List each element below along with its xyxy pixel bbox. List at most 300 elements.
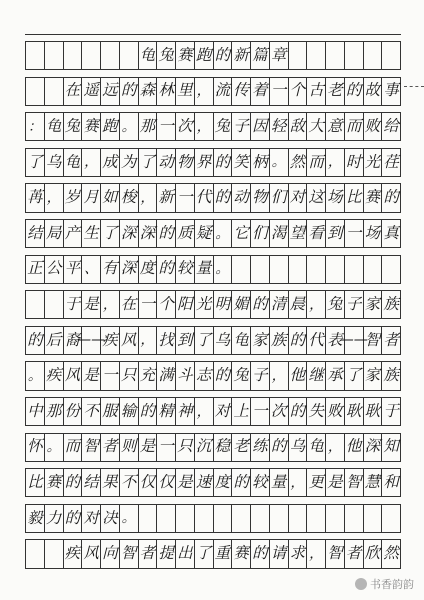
grid-cell: 乌	[45, 149, 64, 176]
grid-cell: 清	[270, 291, 289, 318]
grid-row	[25, 326, 401, 355]
grid-cell: 一	[176, 184, 195, 211]
grid-cell: 望	[289, 220, 308, 247]
grid-cell	[345, 505, 364, 532]
grid-cell: 子	[345, 291, 364, 318]
grid-row	[25, 183, 401, 212]
grid-cell: 风	[64, 362, 83, 389]
grid-cell: 赛	[82, 113, 101, 140]
grid-row	[25, 290, 401, 319]
grid-cell: 们	[270, 184, 289, 211]
grid-cell: 乌	[289, 434, 308, 461]
grid-cell: 疾	[64, 540, 83, 567]
grid-cell: 看	[307, 220, 326, 247]
grid-row	[25, 361, 401, 390]
grid-cell	[64, 42, 83, 69]
grid-cell: 的	[214, 149, 233, 176]
grid-cell: 界	[195, 149, 214, 176]
grid-cell: 毅	[26, 505, 45, 532]
grid-cell: 满	[157, 362, 176, 389]
grid-cell: 的	[64, 469, 83, 496]
grid-cell: 的	[289, 327, 308, 354]
grid-cell: 渴	[270, 220, 289, 247]
grid-cell: 智	[82, 434, 101, 461]
grid-cell: 度	[214, 469, 233, 496]
grid-cell: 新	[157, 184, 176, 211]
grid-cell: 沉	[195, 434, 214, 461]
grid-cell: 较	[176, 256, 195, 283]
grid-row	[25, 77, 401, 106]
grid-cell: 了	[139, 149, 158, 176]
grid-cell: 那	[45, 398, 64, 425]
grid-cell: 对	[289, 184, 308, 211]
grid-cell: 仅	[139, 469, 158, 496]
grid-cell: 次	[176, 113, 195, 140]
grid-cell: 代	[307, 327, 326, 354]
grid-cell: 量	[195, 256, 214, 283]
grid-cell: 的	[157, 256, 176, 283]
grid-cell: ，	[195, 78, 214, 105]
grid-cell: 一	[251, 398, 270, 425]
grid-cell	[289, 256, 308, 283]
grid-cell: 量	[270, 469, 289, 496]
grid-cell: ，	[195, 398, 214, 425]
grid-cell: 家	[364, 362, 383, 389]
grid-cell: 真	[382, 220, 401, 247]
grid-cell	[45, 540, 64, 567]
grid-cell: 耿	[345, 398, 364, 425]
grid-cell: 者	[382, 327, 401, 354]
grid-cell: 了	[26, 149, 45, 176]
grid-cell: ，	[307, 291, 326, 318]
grid-cell: 。	[120, 113, 139, 140]
grid-cell: 而	[64, 434, 83, 461]
grid-cell: 深	[139, 220, 158, 247]
grid-cell: 家	[251, 327, 270, 354]
grid-cell: 成	[101, 149, 120, 176]
grid-cell: 的	[251, 540, 270, 567]
grid-cell: 者	[139, 540, 158, 567]
grid-cell: 笑	[232, 149, 251, 176]
grid-cell: 场	[326, 184, 345, 211]
grid-cell: 求	[289, 540, 308, 567]
grid-cell: 是	[82, 291, 101, 318]
grid-cell: 的	[382, 184, 401, 211]
grid-cell: 了	[195, 540, 214, 567]
grid-cell: 如	[101, 184, 120, 211]
grid-cell: 慧	[364, 469, 383, 496]
grid-cell: 产	[64, 220, 83, 247]
grid-cell: 事	[382, 78, 401, 105]
grid-cell: 然	[382, 540, 401, 567]
grid-row	[25, 148, 401, 177]
grid-cell: 了	[101, 220, 120, 247]
grid-cell	[45, 78, 64, 105]
grid-cell: 老	[232, 434, 251, 461]
grid-cell: 场	[364, 220, 383, 247]
grid-cell: 赛	[45, 469, 64, 496]
grid-cell	[139, 505, 158, 532]
grid-row	[25, 255, 401, 284]
grid-cell: 于	[64, 291, 83, 318]
grid-cell: 精	[157, 398, 176, 425]
grid-cell: 的	[214, 184, 233, 211]
grid-cell: 智	[345, 469, 364, 496]
grid-cell: 速	[195, 469, 214, 496]
grid-cell: 乌	[214, 327, 233, 354]
grid-cell: 练	[251, 434, 270, 461]
grid-cell: 提	[157, 540, 176, 567]
grid-cell: 次	[270, 398, 289, 425]
grid-cell: 篇	[251, 42, 270, 69]
grid-cell: 智	[364, 327, 383, 354]
grid-cell: 只	[120, 362, 139, 389]
grid-cell: 了	[345, 362, 364, 389]
grid-cell: 神	[176, 398, 195, 425]
grid-cell: 个	[157, 291, 176, 318]
grid-row	[25, 539, 401, 568]
grid-cell: 、	[82, 256, 101, 283]
grid-cell: 份	[64, 398, 83, 425]
grid-cell: 他	[345, 434, 364, 461]
grid-cell: 着	[251, 78, 270, 105]
grid-cell: 局	[45, 220, 64, 247]
margin-dash-mark	[404, 86, 424, 87]
grid-cell: 远	[101, 78, 120, 105]
grid-cell: 为	[120, 149, 139, 176]
grid-cell: 遥	[82, 78, 101, 105]
grid-cell: 服	[101, 398, 120, 425]
grid-cell: ——	[345, 327, 364, 354]
grid-cell: 志	[195, 362, 214, 389]
grid-cell: ，	[45, 184, 64, 211]
grid-row	[25, 468, 401, 497]
grid-row	[25, 504, 401, 533]
grid-cell: 老	[326, 78, 345, 105]
grid-cell: 在	[64, 78, 83, 105]
grid-row	[25, 433, 401, 462]
sheet-top-border	[25, 34, 401, 35]
grid-cell: 在	[120, 291, 139, 318]
grid-cell: 的	[120, 78, 139, 105]
grid-cell: 轻	[270, 113, 289, 140]
grid-cell: 跑	[195, 42, 214, 69]
grid-cell: 。	[214, 220, 233, 247]
grid-cell: 继	[307, 362, 326, 389]
grid-cell: 裔	[64, 327, 83, 354]
grid-cell: 正	[26, 256, 45, 283]
grid-cell: 媚	[232, 291, 251, 318]
grid-cell: 传	[232, 78, 251, 105]
grid-cell	[26, 42, 45, 69]
grid-cell: 斗	[176, 362, 195, 389]
grid-cell: 跑	[101, 113, 120, 140]
grid-cell: 物	[251, 184, 270, 211]
title-row	[25, 41, 401, 70]
grid-cell: 充	[139, 362, 158, 389]
grid-cell: ：	[26, 113, 45, 140]
grid-cell	[157, 505, 176, 532]
grid-cell	[26, 291, 45, 318]
grid-cell	[251, 256, 270, 283]
grid-cell: 比	[26, 469, 45, 496]
grid-cell: 后	[45, 327, 64, 354]
grid-cell: 欣	[364, 540, 383, 567]
grid-cell: 章	[270, 42, 289, 69]
grid-cell: 苒	[26, 184, 45, 211]
grid-cell	[214, 505, 233, 532]
grid-cell	[270, 505, 289, 532]
grid-cell	[176, 505, 195, 532]
grid-cell: ，	[82, 149, 101, 176]
grid-cell: 里	[176, 78, 195, 105]
grid-cell: 了	[195, 327, 214, 354]
grid-cell: 者	[345, 540, 364, 567]
grid-cell: 。	[120, 505, 139, 532]
grid-cell	[382, 42, 401, 69]
grid-cell: 的	[139, 398, 158, 425]
grid-cell: 梭	[120, 184, 139, 211]
grid-cell: 敌	[289, 113, 308, 140]
grid-cell: 林	[157, 78, 176, 105]
grid-cell: 者	[101, 434, 120, 461]
grid-cell: 失	[307, 398, 326, 425]
grid-cell: ，	[139, 327, 158, 354]
grid-cell: 意	[326, 113, 345, 140]
grid-cell: 新	[232, 42, 251, 69]
grid-cell: 。	[26, 362, 45, 389]
grid-cell: 的	[214, 362, 233, 389]
grid-cell	[364, 42, 383, 69]
grid-cell: 一	[101, 362, 120, 389]
grid-cell: 向	[101, 540, 120, 567]
grid-cell: ，	[101, 291, 120, 318]
grid-cell	[382, 256, 401, 283]
grid-cell: 们	[251, 220, 270, 247]
grid-cell: 输	[120, 398, 139, 425]
grid-cell: 故	[364, 78, 383, 105]
grid-cell: 族	[382, 362, 401, 389]
grid-cell: 不	[120, 469, 139, 496]
grid-cell	[364, 505, 383, 532]
grid-cell: 龟	[307, 434, 326, 461]
grid-cell: 的	[345, 78, 364, 105]
grid-cell: 因	[251, 113, 270, 140]
grid-cell: 力	[45, 505, 64, 532]
grid-cell: 兔	[326, 291, 345, 318]
grid-cell: 给	[382, 113, 401, 140]
grid-cell: 是	[82, 362, 101, 389]
grid-cell: 只	[176, 434, 195, 461]
grid-cell: 他	[289, 362, 308, 389]
grid-cell: ，	[139, 184, 158, 211]
grid-cell: 是	[326, 469, 345, 496]
grid-cell: ，	[195, 113, 214, 140]
grid-cell: 更	[307, 469, 326, 496]
grid-cell	[82, 42, 101, 69]
grid-cell: 然	[289, 149, 308, 176]
grid-cell: 仅	[157, 469, 176, 496]
grid-cell: 子	[232, 113, 251, 140]
grid-cell: 那	[139, 113, 158, 140]
grid-cell: 赛	[176, 42, 195, 69]
grid-cell: 风	[120, 327, 139, 354]
grid-cell: 败	[326, 398, 345, 425]
grid-cell	[345, 42, 364, 69]
manuscript-grid	[25, 41, 401, 575]
grid-cell: 。	[45, 434, 64, 461]
grid-cell: 表	[326, 327, 345, 354]
grid-cell	[101, 42, 120, 69]
grid-cell: 上	[232, 398, 251, 425]
grid-cell: ，	[326, 434, 345, 461]
grid-cell: 深	[120, 256, 139, 283]
grid-cell: 结	[82, 469, 101, 496]
grid-cell: ，	[270, 362, 289, 389]
grid-cell: ，	[326, 149, 345, 176]
grid-cell: 光	[195, 291, 214, 318]
grid-cell: 重	[214, 540, 233, 567]
grid-cell: 到	[326, 220, 345, 247]
grid-cell: 较	[251, 469, 270, 496]
grid-cell: 到	[176, 327, 195, 354]
grid-cell: 耿	[364, 398, 383, 425]
grid-cell	[26, 540, 45, 567]
grid-cell: 疾	[101, 327, 120, 354]
grid-cell: 败	[364, 113, 383, 140]
grid-cell: 而	[345, 113, 364, 140]
grid-cell: 。	[270, 149, 289, 176]
grid-cell: 岁	[64, 184, 83, 211]
grid-cell: 是	[139, 434, 158, 461]
grid-row	[25, 397, 401, 426]
grid-cell: 有	[101, 256, 120, 283]
grid-cell: 疾	[45, 362, 64, 389]
grid-cell: 结	[26, 220, 45, 247]
grid-cell: 柄	[251, 149, 270, 176]
grid-cell: 个	[289, 78, 308, 105]
grid-cell: 的	[289, 398, 308, 425]
grid-cell: 赛	[364, 184, 383, 211]
grid-cell: 阳	[176, 291, 195, 318]
grid-cell: 一	[139, 291, 158, 318]
grid-cell	[45, 291, 64, 318]
grid-cell: 稳	[214, 434, 233, 461]
grid-cell	[345, 256, 364, 283]
grid-cell: 兔	[232, 362, 251, 389]
grid-cell: 知	[382, 434, 401, 461]
grid-cell: 流	[214, 78, 233, 105]
grid-cell: 一	[270, 78, 289, 105]
grid-cell: 龟	[139, 42, 158, 69]
grid-cell: 族	[382, 291, 401, 318]
grid-cell	[270, 256, 289, 283]
grid-cell: 承	[326, 362, 345, 389]
grid-cell: 智	[120, 540, 139, 567]
grid-cell: 则	[120, 434, 139, 461]
grid-cell: 龟	[45, 113, 64, 140]
grid-cell: 家	[364, 291, 383, 318]
grid-cell: 平	[64, 256, 83, 283]
watermark-logo-icon	[355, 578, 367, 590]
grid-cell: 决	[101, 505, 120, 532]
grid-cell: 。	[214, 256, 233, 283]
grid-cell: 的	[64, 505, 83, 532]
grid-cell: 兔	[64, 113, 83, 140]
grid-cell: 怀	[26, 434, 45, 461]
grid-cell: 出	[176, 540, 195, 567]
grid-cell: 和	[382, 469, 401, 496]
grid-cell: 一	[157, 113, 176, 140]
grid-cell: 请	[270, 540, 289, 567]
grid-cell	[232, 256, 251, 283]
grid-cell: ——	[82, 327, 101, 354]
grid-cell: 晨	[289, 291, 308, 318]
grid-cell: 比	[345, 184, 364, 211]
grid-cell: 中	[26, 398, 45, 425]
grid-cell	[195, 505, 214, 532]
grid-cell: 荏	[382, 149, 401, 176]
grid-cell: 子	[251, 362, 270, 389]
grid-cell: 动	[157, 149, 176, 176]
grid-cell: 一	[157, 434, 176, 461]
grid-cell	[326, 256, 345, 283]
grid-cell	[45, 42, 64, 69]
grid-cell: 动	[232, 184, 251, 211]
grid-cell: 明	[214, 291, 233, 318]
grid-cell: 这	[307, 184, 326, 211]
grid-cell: 龟	[232, 327, 251, 354]
grid-cell: 而	[307, 149, 326, 176]
grid-cell: ，	[289, 469, 308, 496]
grid-cell	[326, 505, 345, 532]
grid-cell	[364, 256, 383, 283]
grid-cell: 大	[307, 113, 326, 140]
grid-cell: 的	[214, 42, 233, 69]
watermark	[355, 576, 414, 592]
grid-cell: 疑	[195, 220, 214, 247]
grid-cell: 不	[82, 398, 101, 425]
grid-cell: 深	[364, 434, 383, 461]
grid-cell: 兔	[214, 113, 233, 140]
grid-cell	[307, 256, 326, 283]
grid-cell: 对	[214, 398, 233, 425]
grid-cell: 度	[139, 256, 158, 283]
grid-row	[25, 112, 401, 141]
grid-cell: 的	[270, 434, 289, 461]
grid-cell: 于	[382, 398, 401, 425]
grid-cell: 的	[251, 291, 270, 318]
grid-cell: 深	[120, 220, 139, 247]
grid-cell: 生	[82, 220, 101, 247]
grid-cell: 森	[139, 78, 158, 105]
grid-cell: 智	[326, 540, 345, 567]
grid-cell: 古	[307, 78, 326, 105]
grid-cell: 兔	[157, 42, 176, 69]
grid-cell: 时	[345, 149, 364, 176]
grid-cell	[289, 505, 308, 532]
grid-cell: 风	[82, 540, 101, 567]
grid-cell: 的	[232, 469, 251, 496]
grid-cell	[26, 78, 45, 105]
grid-cell: 找	[157, 327, 176, 354]
grid-cell: 它	[232, 220, 251, 247]
grid-cell: 月	[82, 184, 101, 211]
grid-cell: 质	[176, 220, 195, 247]
grid-cell	[120, 42, 139, 69]
grid-row	[25, 219, 401, 248]
grid-cell: 的	[26, 327, 45, 354]
